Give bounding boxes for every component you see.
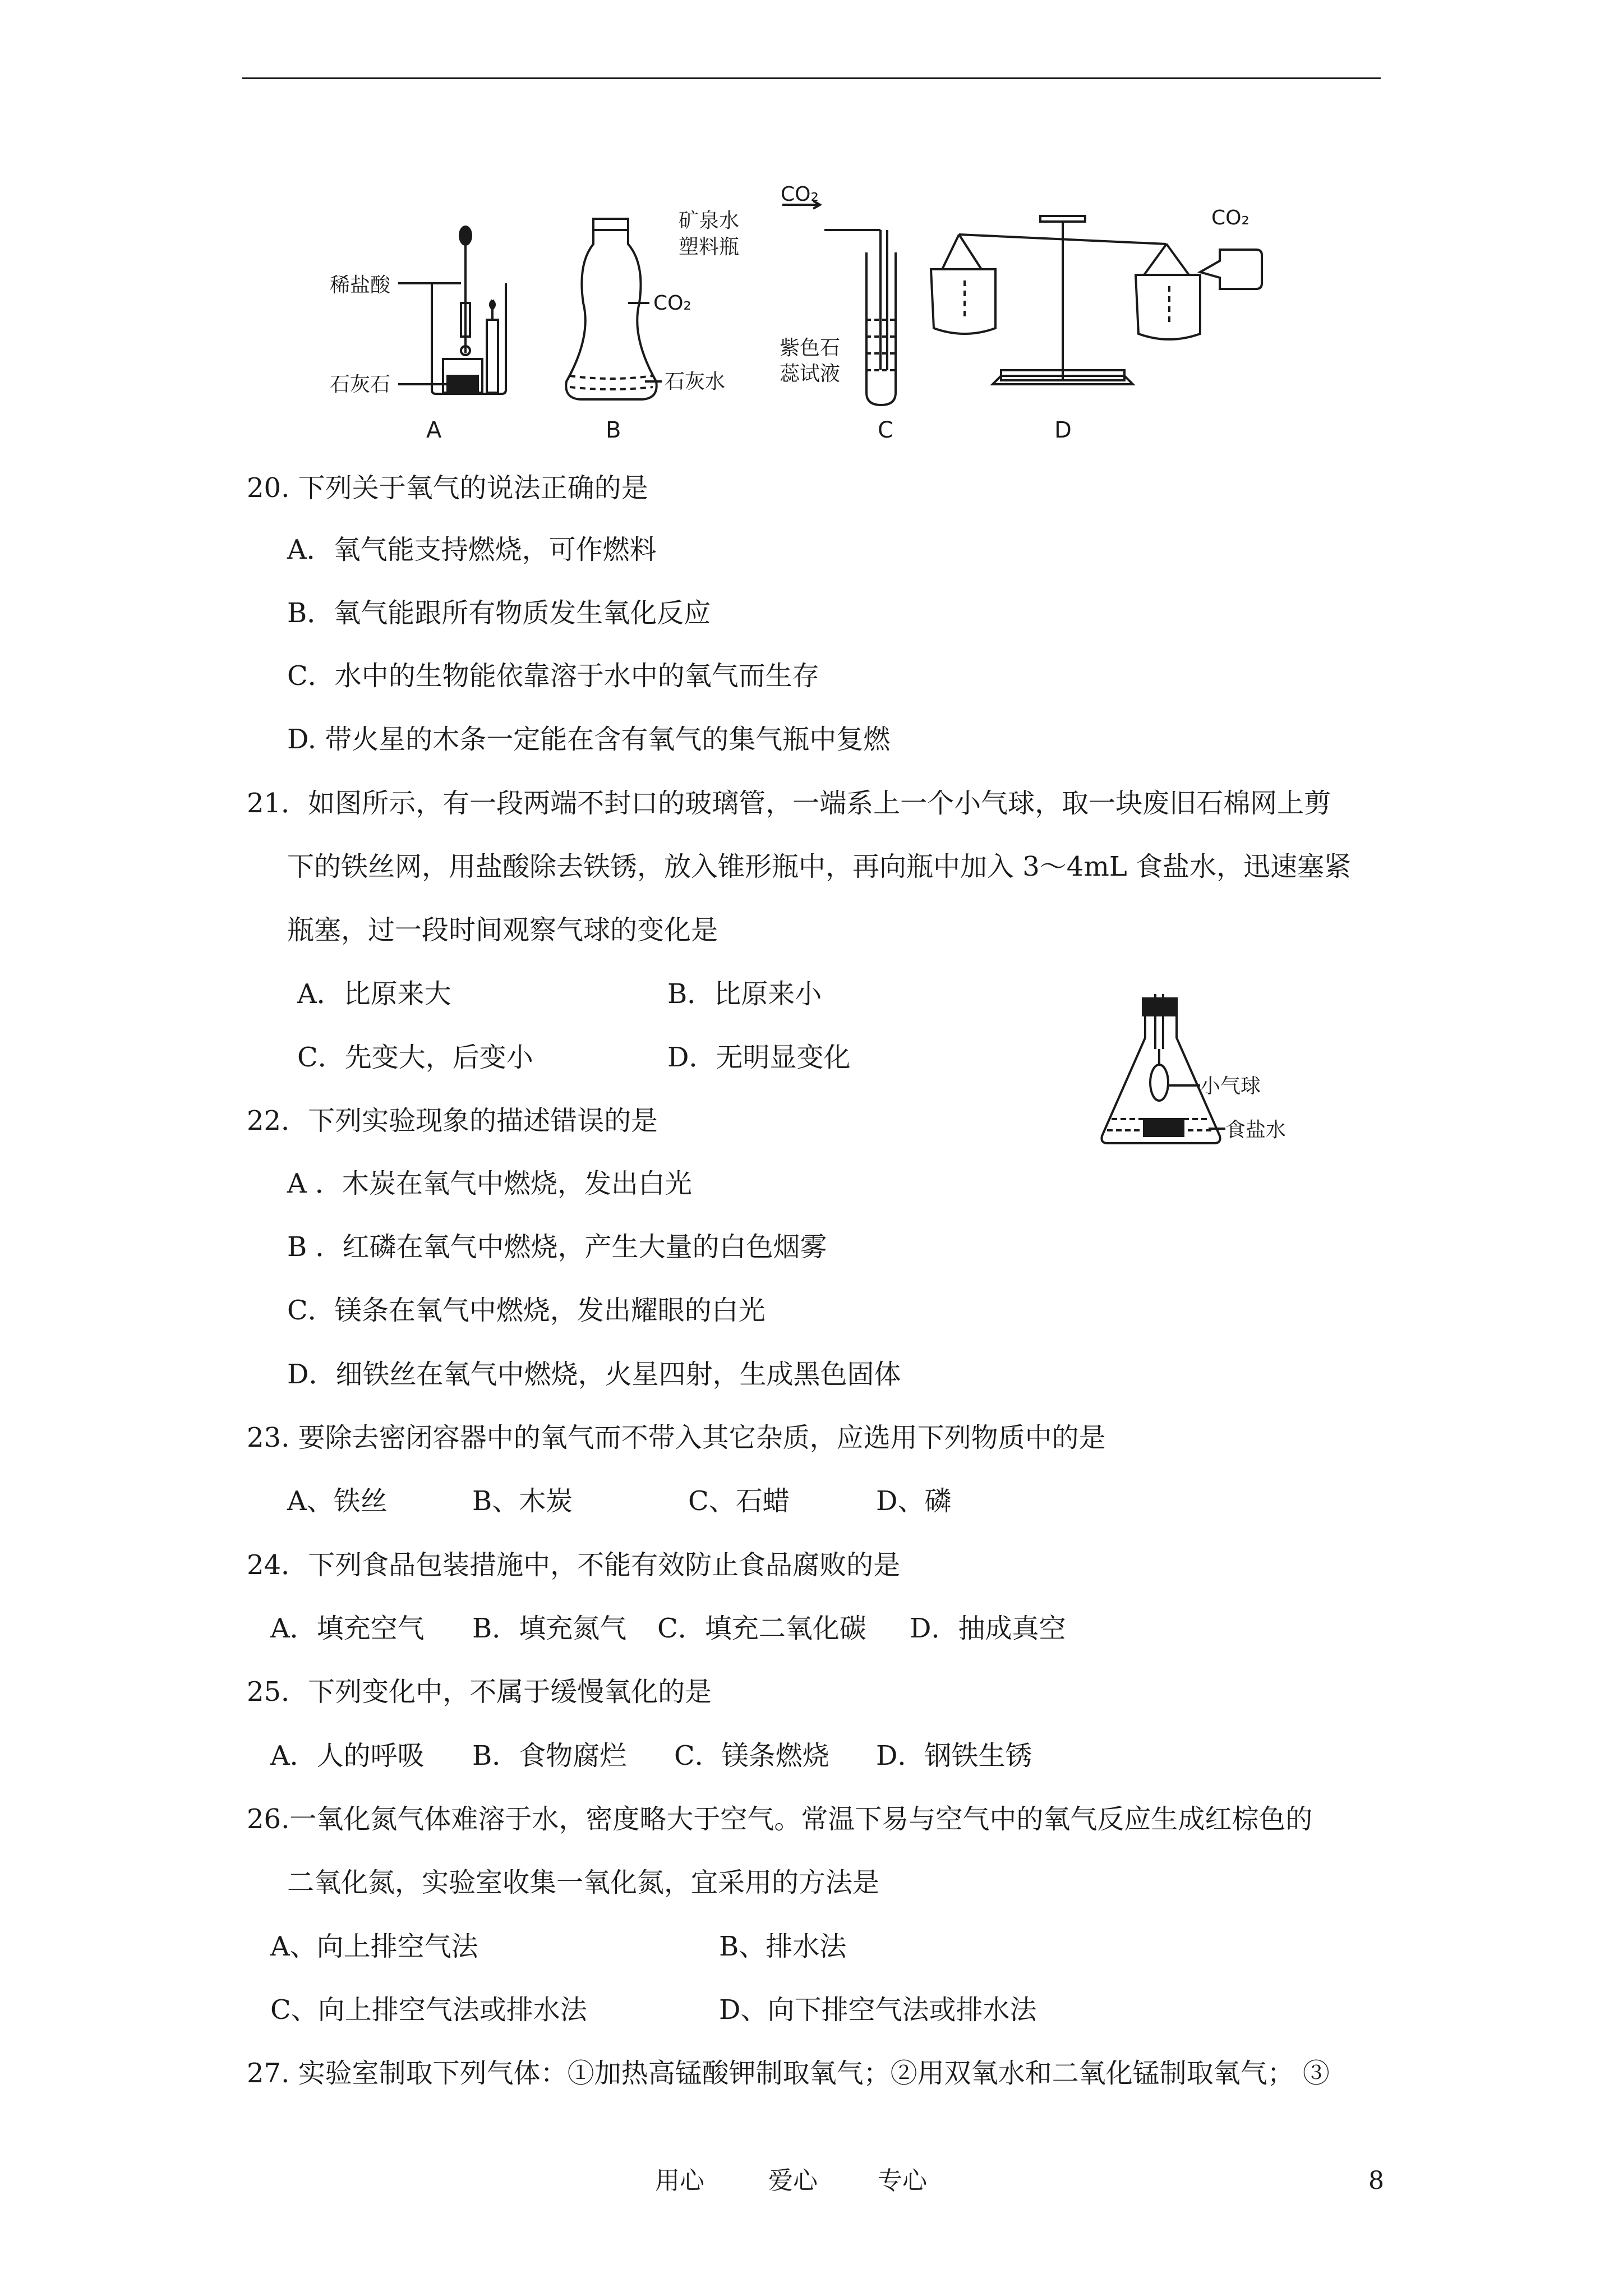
q20-option-b: B．氧气能跟所有物质发生氧化反应 (287, 597, 711, 629)
q21-option-d: D．无明显变化 (667, 1042, 851, 1073)
q24-options (270, 1612, 1224, 1645)
figure-apparatus (314, 183, 1267, 454)
label-bottle-1: 矿泉水 (679, 209, 740, 232)
q21-stem-1: 21．如图所示，有一段两端不封口的玻璃管，一端系上一个小气球，取一块废旧石棉网上剪 (247, 788, 1331, 819)
q20-option-d: D. 带火星的木条一定能在含有氧气的集气瓶中复燃 (287, 724, 891, 755)
apparatus-d-bag-right (1136, 275, 1200, 339)
q25-option-d: D．钢铁生锈 (876, 1740, 1032, 1772)
q23-option-a: A、铁丝 (287, 1485, 388, 1517)
label-gas-c: CO₂ (781, 183, 819, 206)
q26-option-a: A、向上排空气法 (270, 1931, 478, 1962)
q23-option-b: B、木炭 (472, 1485, 573, 1517)
q22-option-d: D．细铁丝在氧气中燃烧，火星四射，生成黑色固体 (287, 1359, 901, 1390)
q22-option-c: C．镁条在氧气中燃烧，发出耀眼的白光 (287, 1295, 766, 1326)
q24-option-d: D．抽成真空 (910, 1613, 1066, 1644)
flask-label-saltwater: 食盐水 (1225, 1119, 1287, 1142)
q23-options (287, 1484, 1184, 1518)
label-reagent-2: 蕊试液 (780, 362, 841, 385)
label-gas-b: CO₂ (653, 292, 691, 315)
q27-stem-1: 27. 实验室制取下列气体：①加热高锰酸钾制取氧气；②用双氧水和二氧化锰制取氧气； ③ (247, 2058, 1330, 2089)
q21-option-c: C．先变大，后变小 (297, 1042, 533, 1073)
label-gas-d: CO₂ (1211, 206, 1249, 229)
q21-stem-2: 下的铁丝网，用盐酸除去铁锈，放入锥形瓶中，再向瓶中加入 3～4mL 食盐水，迅速塞紧 (287, 851, 1351, 882)
q26-option-b: B、排水法 (719, 1931, 847, 1962)
q23-stem: 23. 要除去密闭容器中的氧气而不带入其它杂质，应选用下列物质中的是 (247, 1422, 1106, 1453)
label-bottle-2: 塑料瓶 (679, 236, 740, 259)
q26-options-row-1 (270, 1930, 1224, 1963)
q20-option-a: A．氧气能支持燃烧，可作燃料 (287, 534, 657, 565)
q25-option-c: C．镁条燃烧 (674, 1740, 829, 1772)
flask-balloon (1150, 1065, 1168, 1101)
flask-label-balloon: 小气球 (1200, 1075, 1261, 1098)
q24-stem: 24．下列食品包装措施中，不能有效防止食品腐败的是 (247, 1549, 901, 1581)
apparatus-d-co2-bottle (1200, 250, 1262, 289)
q20-option-c: C．水中的生物能依靠溶于水中的氧气而生存 (287, 660, 819, 692)
q26-options-row-2 (270, 1993, 1224, 2027)
footer-motto-3: 专心 (878, 2166, 927, 2195)
q23-option-d: D、磷 (876, 1485, 952, 1517)
footer-motto-2: 爱心 (768, 2166, 818, 2195)
page-number: 8 (1368, 2166, 1384, 2195)
q26-option-c: C、向上排空气法或排水法 (270, 1994, 587, 2026)
label-reagent-1: 紫色石 (780, 337, 841, 360)
q25-option-a: A．人的呼吸 (270, 1740, 425, 1772)
apparatus-svg (314, 183, 1267, 454)
header-rule (242, 77, 1381, 79)
q21-options-row-2 (297, 1041, 858, 1074)
q21-options-row-1 (297, 977, 858, 1011)
caption-d: D (1054, 417, 1072, 443)
q24-option-b: B．填充氮气 (472, 1613, 627, 1644)
flask-svg (1099, 999, 1312, 1167)
label-acid: 稀盐酸 (330, 274, 391, 297)
label-stone: 石灰石 (330, 373, 391, 396)
q26-option-d: D、向下排空气法或排水法 (719, 1994, 1037, 2026)
caption-a: A (426, 417, 442, 443)
q22-stem: 22．下列实验现象的描述错误的是 (247, 1105, 658, 1137)
caption-b: B (606, 417, 621, 443)
q22-option-a: A ．木炭在氧气中燃烧，发出白光 (287, 1168, 692, 1199)
q22-option-b: B ．红磷在氧气中燃烧，产生大量的白色烟雾 (287, 1231, 827, 1263)
q25-options (270, 1739, 1224, 1773)
footer-motto-1: 用心 (655, 2166, 704, 2195)
figure-flask (1099, 999, 1312, 1167)
q21-option-a: A．比原来大 (297, 978, 451, 1010)
q25-option-b: B．食物腐烂 (472, 1740, 627, 1772)
q26-stem-2: 二氧化氮，实验室收集一氧化氮，宜采用的方法是 (287, 1867, 880, 1898)
apparatus-b-bottle (566, 219, 656, 399)
q23-option-c: C、石蜡 (688, 1485, 790, 1517)
q21-option-b: B．比原来小 (667, 978, 822, 1010)
q24-option-a: A．填充空气 (270, 1613, 425, 1644)
q25-stem: 25．下列变化中，不属于缓慢氧化的是 (247, 1676, 712, 1708)
q20-stem: 20. 下列关于氧气的说法正确的是 (247, 472, 648, 504)
q26-stem-1: 26.一氧化氮气体难溶于水，密度略大于空气。常温下易与空气中的氧气反应生成红棕色的 (247, 1803, 1313, 1835)
apparatus-d-bag-left (931, 269, 995, 334)
q21-stem-3: 瓶塞，过一段时间观察气球的变化是 (287, 914, 718, 946)
q24-option-c: C．填充二氧化碳 (657, 1613, 866, 1644)
caption-c: C (878, 417, 893, 443)
label-limewater: 石灰水 (665, 370, 726, 393)
